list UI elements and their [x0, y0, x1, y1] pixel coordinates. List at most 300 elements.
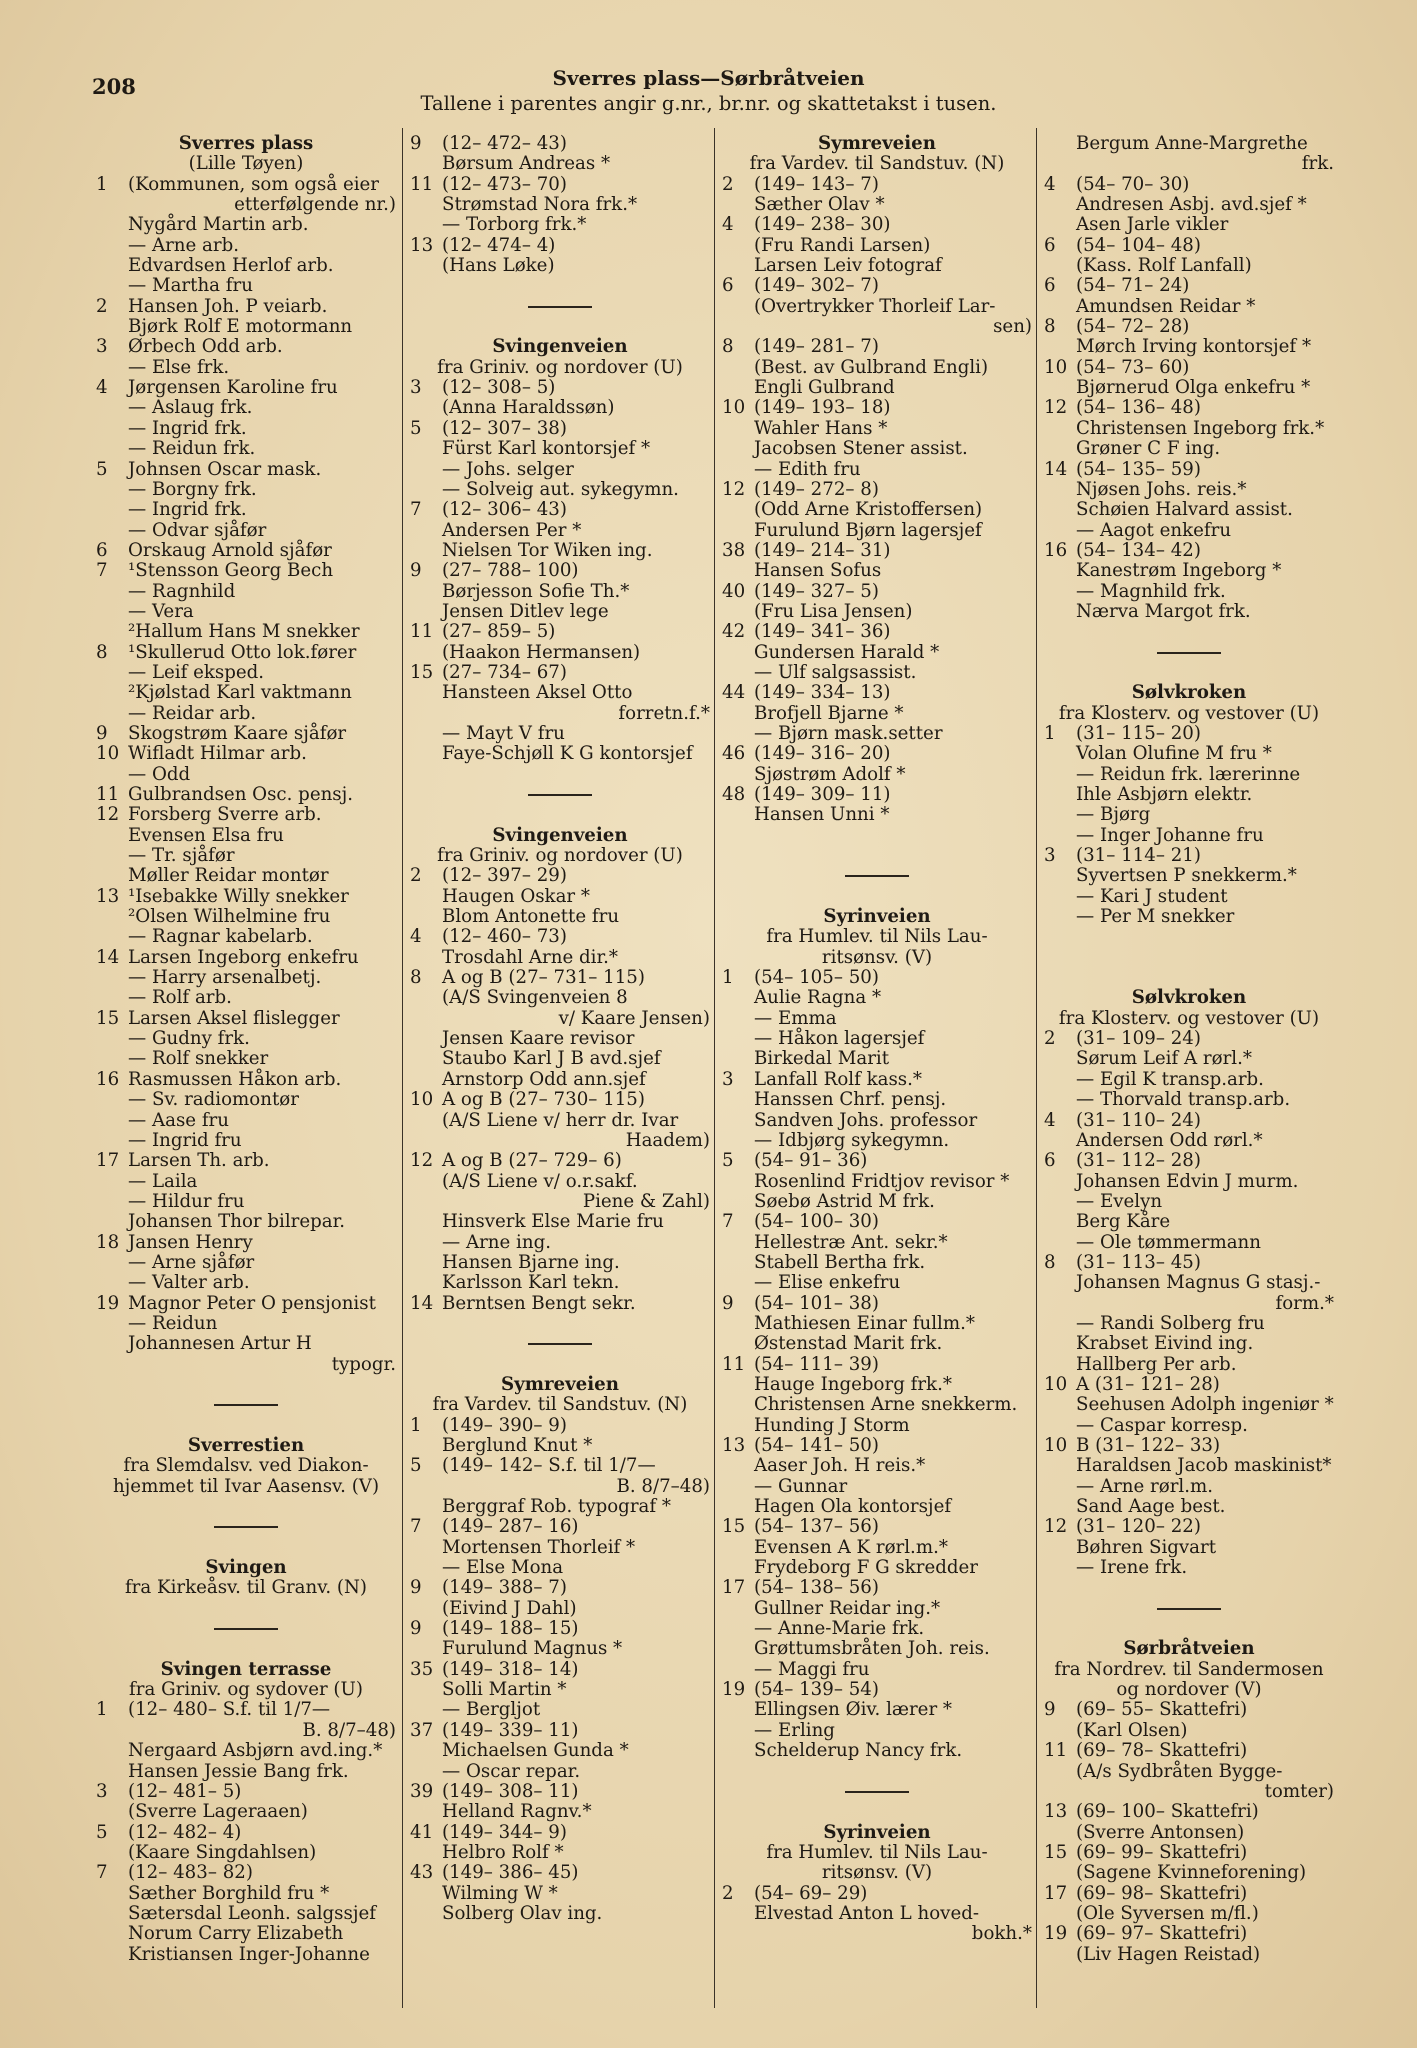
house-number: 5 [96, 458, 108, 480]
directory-entry [722, 1517, 1032, 1537]
entry-text: forretn.f.* [618, 702, 710, 724]
entry-text: Gulbrandsen Osc. pensj. [128, 784, 354, 805]
directory-entry [410, 154, 710, 174]
directory-entry [722, 1497, 1032, 1517]
entry-text: Christensen Ingeborg frk.* [1076, 417, 1325, 439]
directory-entry [96, 765, 396, 785]
spacer [410, 276, 710, 296]
directory-entry [1044, 154, 1334, 174]
entry-text: Michaelsen Gunda * [442, 1740, 629, 1762]
entry-text: (Ole Syversen m/fl.) [1076, 1902, 1259, 1924]
directory-entry [96, 1924, 396, 1944]
street-description: fra Kirkeåsv. til Granv. (N) [124, 1577, 368, 1599]
directory-entry [1044, 1131, 1334, 1151]
entry-text: Haadem) [625, 1129, 710, 1151]
section-separator [410, 1334, 710, 1354]
spacer [1044, 663, 1334, 683]
entry-text: (149– 143– 7) [754, 173, 879, 195]
house-number: 6 [1044, 234, 1056, 256]
street-description: hjemmet til Ivar Aasensv. (V) [112, 1475, 380, 1497]
directory-entry [722, 1558, 1032, 1578]
directory-entry [722, 765, 1032, 785]
street-description: fra Slemdalsv. ved Diakon- [123, 1455, 369, 1477]
spacer [96, 1497, 396, 1517]
directory-entry [96, 480, 396, 500]
directory-entry [722, 1212, 1032, 1232]
directory-entry [96, 1904, 396, 1924]
directory-entry [96, 297, 396, 317]
entry-text: Norum Carry Elizabeth [128, 1923, 344, 1945]
house-number: 15 [1044, 1841, 1068, 1863]
house-number: 39 [410, 1780, 434, 1802]
house-number: 14 [96, 946, 120, 968]
house-number: 11 [1044, 1740, 1068, 1762]
directory-entry [722, 1680, 1032, 1700]
entry-text: Johnsen Oscar mask. [128, 458, 322, 480]
entry-text: Asen Jarle vikler [1076, 214, 1229, 236]
house-number: 14 [1044, 458, 1068, 480]
entry-text: (149– 386– 45) [442, 1862, 579, 1884]
entry-text: (149– 318– 14) [442, 1658, 579, 1680]
house-number: 5 [96, 1821, 108, 1843]
directory-entry [1044, 1884, 1334, 1904]
entry-text: (Kommunen, som også eier [128, 173, 380, 195]
entry-text: (149– 334– 13) [754, 682, 891, 704]
directory-entry [722, 643, 1032, 663]
directory-entry [722, 1456, 1032, 1476]
entry-text: (Kass. Rolf Lanfall) [1076, 255, 1252, 277]
directory-entry [96, 805, 396, 825]
section-separator [1044, 643, 1334, 663]
entry-text: Amundsen Reidar * [1076, 295, 1256, 317]
directory-entry [722, 276, 1032, 296]
directory-entry [722, 236, 1032, 256]
entry-text: Christensen Arne snekkerm. [754, 1394, 1018, 1416]
house-number: 8 [410, 967, 422, 989]
directory-entry [96, 419, 396, 439]
entry-text: Seehusen Adolph ingeniør * [1076, 1394, 1334, 1416]
entry-text: Hansen Jessie Bang frk. [128, 1760, 349, 1782]
entry-text: (69– 100– Skattefri) [1076, 1801, 1259, 1823]
entry-text: Nygård Martin arb. [128, 214, 309, 236]
directory-entry [96, 215, 396, 235]
entry-text: (31– 110– 24) [1076, 1109, 1201, 1131]
directory-entry [722, 1477, 1032, 1497]
entry-text: Grøner C F ing. [1076, 438, 1221, 460]
directory-entry [96, 1294, 396, 1314]
directory-entry [410, 948, 710, 968]
directory-entry [410, 1212, 710, 1232]
entry-text: Forsberg Sverre arb. [128, 804, 322, 826]
entry-text: — Ragnar kabelarb. [128, 926, 313, 948]
entry-text: — Bjørg [1076, 804, 1151, 826]
house-number: 2 [410, 865, 422, 887]
entry-text: (54– 139– 54) [754, 1679, 879, 1701]
house-number: 14 [410, 1292, 434, 1314]
street-description: fra Klosterv. og vestover (U) [1058, 702, 1320, 724]
directory-entry [96, 1070, 396, 1090]
entry-text: (31– 114– 21) [1076, 845, 1201, 867]
entry-text: (12– 474– 4) [442, 234, 556, 256]
directory-entry [96, 1355, 396, 1375]
directory-entry [1044, 1029, 1334, 1049]
directory-entry [96, 826, 396, 846]
entry-text: (54– 141– 50) [754, 1435, 879, 1456]
directory-entry [1044, 175, 1334, 195]
entry-text: — Hildur fru [128, 1190, 245, 1212]
section-separator [410, 785, 710, 805]
entry-text: Engli Gulbrand [754, 377, 895, 399]
directory-entry [410, 1639, 710, 1659]
house-number: 16 [1044, 539, 1068, 561]
entry-text: — Borgny frk. [128, 478, 257, 500]
entry-text: Nielsen Tor Wiken ing. [442, 539, 653, 561]
directory-entry [96, 358, 396, 378]
directory-entry [1044, 500, 1334, 520]
section-separator [410, 297, 710, 317]
directory-entry [410, 1090, 710, 1110]
entry-text: (54– 69– 29) [754, 1882, 868, 1904]
directory-entry [722, 988, 1032, 1008]
section-separator [722, 866, 1032, 886]
directory-entry [722, 398, 1032, 418]
house-number: 5 [722, 1150, 734, 1172]
house-number: 13 [96, 885, 120, 907]
street-heading: Svingenveien [492, 824, 628, 846]
directory-entry [96, 1233, 396, 1253]
entry-text: Johansen Thor bilrepar. [128, 1211, 346, 1233]
spacer [1044, 968, 1334, 988]
directory-entry [410, 521, 710, 541]
entry-text: Frydeborg F G skredder [754, 1557, 978, 1579]
directory-entry [96, 1029, 396, 1049]
entry-text: — Else frk. [128, 356, 230, 378]
entry-text: (Eivind J Dahl) [442, 1597, 577, 1619]
entry-text: Sjøstrøm Adolf * [754, 763, 906, 785]
directory-entry [96, 1009, 396, 1029]
entry-text: Schøien Halvard assist. [1076, 499, 1293, 521]
directory-entry [410, 1823, 710, 1843]
entry-text: Hansen Unni * [754, 804, 890, 826]
entry-text: Fürst Karl kontorsjef * [442, 438, 651, 460]
directory-entry [722, 460, 1032, 480]
directory-entry [1044, 1212, 1334, 1232]
directory-entry [96, 683, 396, 703]
directory-entry [1044, 1782, 1334, 1802]
entry-text: Bøhren Sigvart [1076, 1536, 1217, 1558]
entry-text: Sørum Leif A rørl.* [1076, 1048, 1252, 1070]
entry-text: — Arne rørl.m. [1076, 1475, 1214, 1497]
directory-entry [1044, 337, 1334, 357]
directory-entry [410, 541, 710, 561]
entry-text: — Thorvald transp.arb. [1076, 1089, 1291, 1111]
directory-entry [722, 1700, 1032, 1720]
house-number: 8 [96, 641, 108, 663]
directory-entry [410, 1253, 710, 1273]
directory-entry [722, 1049, 1032, 1069]
directory-entry [722, 1334, 1032, 1354]
house-number: 3 [410, 377, 422, 399]
house-number: 8 [1044, 1251, 1056, 1273]
entry-text: (Haakon Hermansen) [442, 641, 641, 663]
directory-entry [410, 480, 710, 500]
entry-text: (149– 339– 11) [442, 1719, 579, 1741]
house-number: 17 [722, 1577, 746, 1599]
directory-entry [96, 439, 396, 459]
entry-text: (Overtrykker Thorleif Lar- [754, 295, 996, 317]
directory-entry [1044, 541, 1334, 561]
directory-entry [1044, 1924, 1334, 1944]
entry-text: (31– 109– 24) [1076, 1028, 1201, 1050]
entry-text: B (31– 122– 33) [1076, 1435, 1221, 1456]
directory-entry [1044, 1721, 1334, 1741]
entry-text: Karlsson Karl tekn. [442, 1272, 620, 1294]
house-number: 12 [96, 804, 120, 826]
directory-entry [1044, 398, 1334, 418]
entry-text: Furulund Magnus * [442, 1638, 623, 1660]
entry-text: Mørch Irving kontorsjef * [1076, 336, 1312, 358]
entry-text: Staubo Karl J B avd.sjef [442, 1048, 661, 1070]
entry-text: Rasmussen Håkon arb. [128, 1068, 342, 1090]
entry-text: — Caspar korresp. [1076, 1414, 1248, 1436]
directory-entry [96, 256, 396, 276]
house-number: 43 [410, 1862, 434, 1884]
directory-entry [722, 663, 1032, 683]
directory-entry [96, 175, 396, 195]
entry-text: — Solveig aut. sykegymn. [442, 478, 679, 500]
entry-text: Andersen Odd rørl.* [1076, 1129, 1263, 1151]
directory-entry [410, 1456, 710, 1476]
entry-text: — Evelyn [1076, 1190, 1163, 1212]
street-heading: Svingenveien [492, 336, 628, 358]
house-number: 9 [410, 133, 422, 154]
directory-entry [722, 215, 1032, 235]
entry-text: (Karl Olsen) [1076, 1719, 1188, 1741]
entry-text: etterfølgende nr.) [234, 194, 396, 216]
directory-entry [410, 1558, 710, 1578]
entry-text: (Liv Hagen Reistad) [1076, 1943, 1261, 1965]
directory-entry [1044, 1172, 1334, 1192]
house-number: 11 [410, 173, 434, 195]
entry-text: (54– 91– 36) [754, 1150, 868, 1172]
entry-text: — Reidun frk. lærerinne [1076, 763, 1301, 785]
entry-text: Wifladt Hilmar arb. [128, 743, 307, 765]
directory-entry [1044, 1741, 1334, 1761]
directory-entry [722, 1172, 1032, 1192]
directory-entry [722, 1090, 1032, 1110]
entry-text: (Fru Randi Larsen) [754, 234, 931, 256]
directory-entry [722, 805, 1032, 825]
house-number: 15 [722, 1516, 746, 1538]
spacer [722, 1802, 1032, 1822]
directory-entry [722, 1314, 1032, 1334]
house-number: 4 [410, 926, 422, 948]
entry-text: (149– 193– 18) [754, 397, 891, 419]
entry-text: Johannesen Artur H [128, 1333, 312, 1355]
entry-text: Hunding J Storm [754, 1414, 910, 1436]
directory-entry [96, 1212, 396, 1232]
house-number: 3 [96, 336, 108, 358]
directory-entry [1044, 907, 1334, 927]
directory-entry [96, 724, 396, 744]
entry-text: — Gudny frk. [128, 1028, 250, 1050]
entry-text: (12– 460– 73) [442, 926, 567, 948]
directory-entry [410, 500, 710, 520]
entry-text: typogr. [331, 1353, 396, 1375]
entry-text: (149– 287– 16) [442, 1516, 579, 1538]
entry-text: ¹Stensson Georg Bech [128, 560, 334, 582]
house-number: 10 [410, 1089, 434, 1111]
entry-text: (54– 70– 30) [1076, 173, 1190, 195]
entry-text: A og B (27– 731– 115) [442, 967, 645, 989]
directory-entry [96, 1049, 396, 1069]
directory-entry [96, 887, 396, 907]
entry-text: (Odd Arne Kristoffersen) [754, 499, 983, 521]
house-number: 10 [722, 397, 746, 419]
directory-entry [1044, 1314, 1334, 1334]
directory-entry [96, 968, 396, 988]
entry-text: (54– 134– 42) [1076, 539, 1201, 561]
directory-entry [722, 785, 1032, 805]
directory-entry [722, 419, 1032, 439]
house-number: 15 [410, 661, 434, 683]
entry-text: Hellestræ Ant. sekr.* [754, 1231, 948, 1253]
spacer [722, 887, 1032, 907]
directory-entry [410, 1497, 710, 1517]
directory-entry [410, 1009, 710, 1029]
directory-entry [722, 337, 1032, 357]
entry-text: Sand Aage best. [1076, 1496, 1226, 1518]
directory-entry [722, 1599, 1032, 1619]
directory-entry [410, 1294, 710, 1314]
entry-text: (69– 99– Skattefri) [1076, 1841, 1248, 1863]
entry-text: Bergum Anne-Margrethe [1076, 133, 1308, 154]
directory-entry [722, 1416, 1032, 1436]
street-description: fra Vardev. til Sandstuv. (N) [749, 153, 1005, 175]
directory-entry [1044, 887, 1334, 907]
entry-text: (A/S Liene v/ herr dr. Ivar [442, 1109, 679, 1131]
directory-entry [96, 907, 396, 927]
directory-entry [1044, 1253, 1334, 1273]
entry-text: — Johs. selger [442, 458, 574, 480]
entry-text: (54– 137– 56) [754, 1516, 879, 1538]
entry-text: A og B (27– 730– 115) [442, 1089, 645, 1111]
entry-text: Aulie Ragna * [754, 987, 882, 1009]
entry-text: — Reidar arb. [128, 702, 257, 724]
directory-entry [1044, 1395, 1334, 1415]
directory-entry [1044, 765, 1334, 785]
directory-entry [1044, 378, 1334, 398]
entry-text: Sandven Johs. professor [754, 1109, 978, 1131]
directory-entry [722, 1273, 1032, 1293]
street-description: og nordover (V) [1116, 1679, 1262, 1701]
directory-entry [410, 1477, 710, 1497]
entry-text: (149– 344– 9) [442, 1821, 567, 1843]
directory-entry [96, 1151, 396, 1171]
directory-entry [96, 622, 396, 642]
directory-entry [1044, 1700, 1334, 1720]
directory-entry [1044, 1945, 1334, 1965]
directory-entry [1044, 1538, 1334, 1558]
directory-entry [722, 195, 1032, 215]
directory-entry [96, 846, 396, 866]
house-number: 3 [722, 1068, 734, 1090]
entry-text: Berglund Knut * [442, 1435, 593, 1456]
directory-entry [722, 439, 1032, 459]
entry-text: (54– 72– 28) [1076, 316, 1190, 338]
entry-text: (12– 483– 82) [128, 1862, 253, 1884]
directory-entry [1044, 1416, 1334, 1436]
directory-entry [722, 500, 1032, 520]
directory-entry [410, 460, 710, 480]
directory-entry [1044, 561, 1334, 581]
spacer [96, 1538, 396, 1558]
directory-entry [722, 968, 1032, 988]
directory-entry [410, 378, 710, 398]
directory-entry [410, 419, 710, 439]
house-number: 4 [1044, 1109, 1056, 1131]
house-number: 10 [1044, 1435, 1068, 1456]
house-number: 48 [722, 784, 746, 805]
house-number: 17 [1044, 1882, 1068, 1904]
directory-entry [410, 195, 710, 215]
directory-entry [410, 1904, 710, 1924]
house-number: 1 [722, 967, 734, 989]
house-number: 1 [1044, 722, 1056, 744]
section-separator [96, 1395, 396, 1415]
directory-entry [96, 704, 396, 724]
entry-text: Magnor Peter O pensjonist [128, 1292, 376, 1314]
house-number: 9 [1044, 1699, 1056, 1721]
directory-entry [722, 561, 1032, 581]
entry-text: Larsen Th. arb. [128, 1150, 270, 1172]
directory-entry [722, 1151, 1032, 1171]
entry-text: (12– 480– S.f. til 1/7— [128, 1699, 331, 1721]
street-heading: Svingen terrasse [160, 1658, 332, 1680]
spacer [722, 826, 1032, 846]
directory-entry [722, 1233, 1032, 1253]
entry-text: Gundersen Harald * [754, 641, 940, 663]
section-separator [722, 1782, 1032, 1802]
entry-text: — Harry arsenalbetj. [128, 967, 322, 989]
entry-text: — Gunnar [754, 1475, 848, 1497]
street-description: fra Griniv. og nordover (U) [437, 845, 683, 867]
directory-entry [722, 1538, 1032, 1558]
street-heading: Sverrestien [187, 1435, 305, 1456]
entry-text: Andresen Asbj. avd.sjef * [1076, 194, 1307, 216]
directory-entry [96, 378, 396, 398]
house-number: 42 [722, 621, 746, 643]
house-number: 13 [410, 234, 434, 256]
directory-entry [1044, 1375, 1334, 1395]
directory-entry [722, 1009, 1032, 1029]
directory-entry [410, 643, 710, 663]
directory-entry [410, 663, 710, 683]
entry-text: Kristiansen Inger-Johanne [128, 1943, 370, 1965]
directory-entry [410, 887, 710, 907]
directory-entry [410, 1070, 710, 1090]
entry-text: (Fru Lisa Jensen) [754, 600, 913, 622]
directory-entry [410, 1416, 710, 1436]
entry-text: Johansen Magnus G stasj.- [1076, 1272, 1321, 1294]
entry-text: Hansteen Aksel Otto [442, 682, 633, 704]
directory-entry [1044, 1477, 1334, 1497]
directory-entry [96, 1863, 396, 1883]
spacer [96, 1375, 396, 1395]
street-description: fra Griniv. og sydover (U) [129, 1679, 363, 1701]
directory-entry [722, 1884, 1032, 1904]
house-number: 6 [1044, 275, 1056, 297]
